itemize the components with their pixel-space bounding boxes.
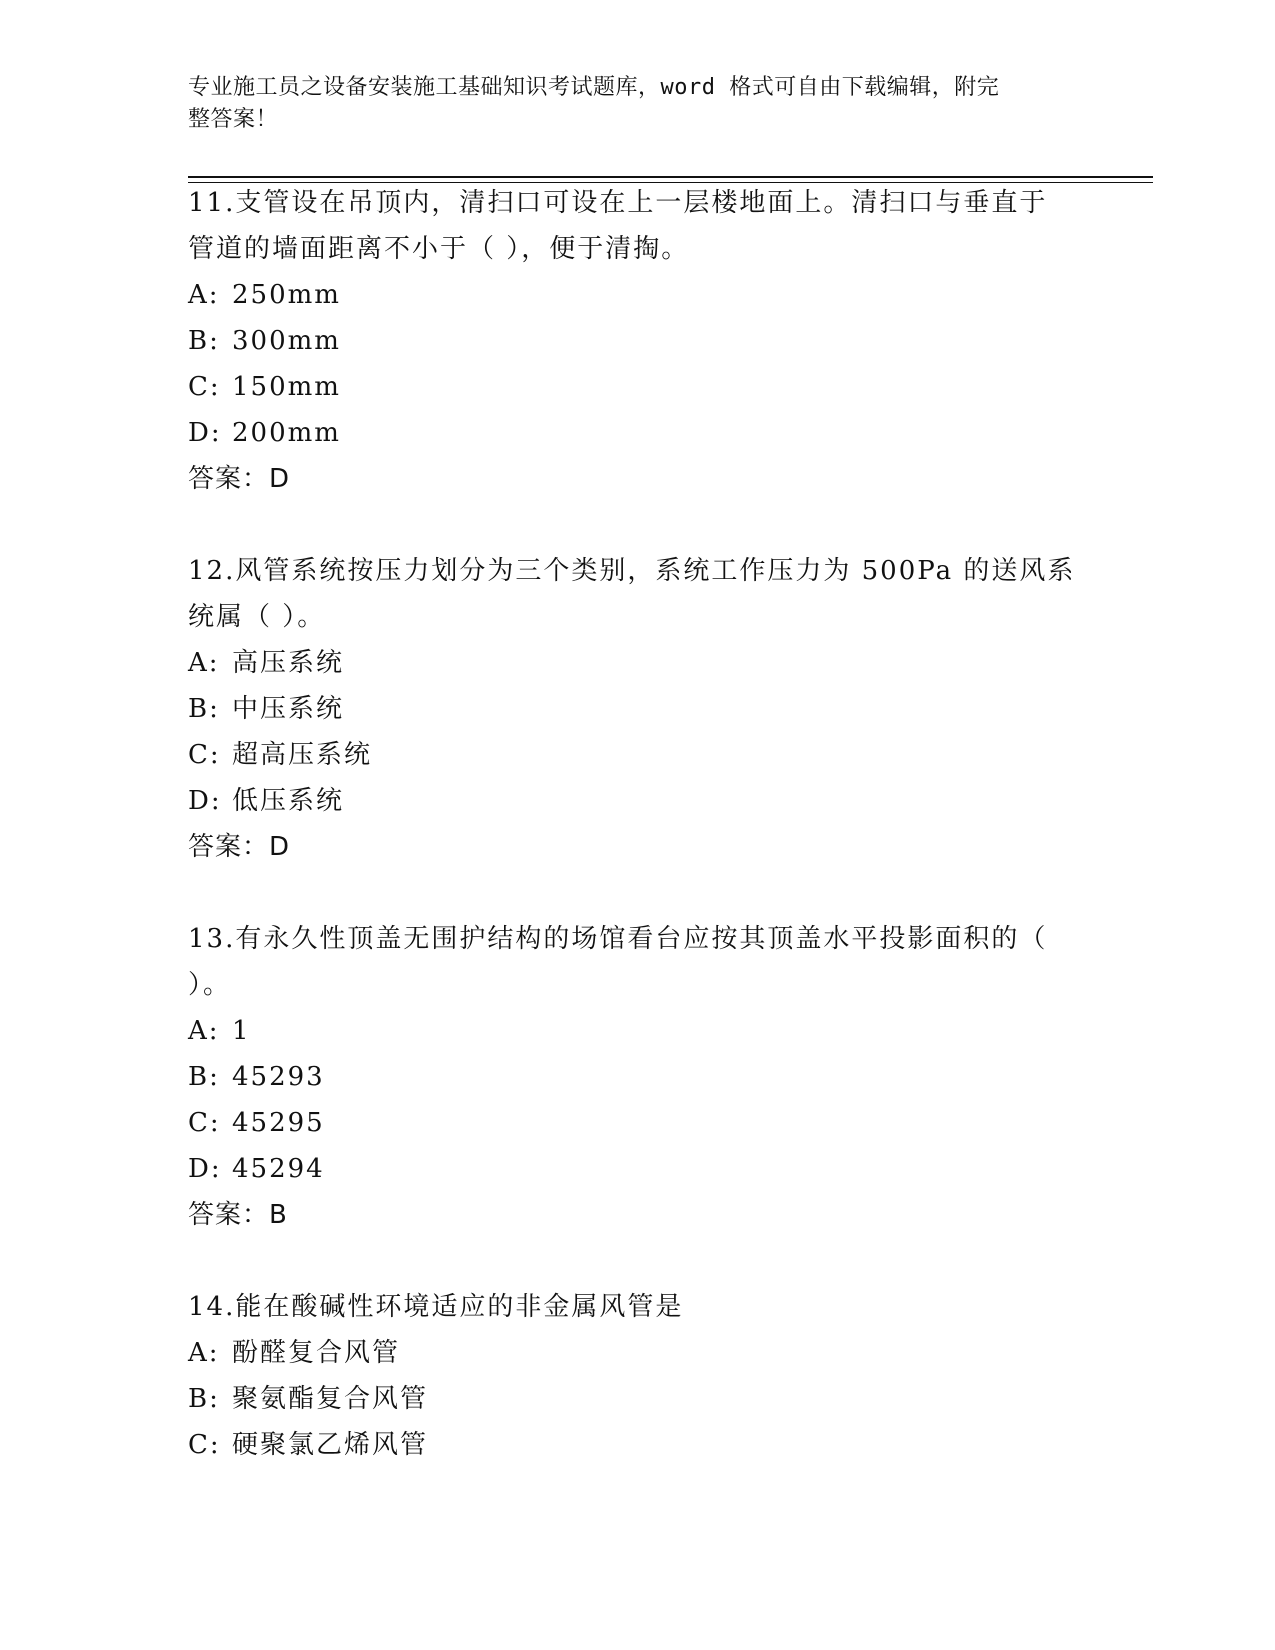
question-stem: 11.支管设在吊顶内，清扫口可设在上一层楼地面上。清扫口与垂直于 — [188, 188, 1048, 218]
option-text: 300mm — [232, 326, 341, 356]
option-text: 中压系统 — [232, 694, 345, 724]
option-key: B: — [188, 326, 220, 356]
header-divider — [188, 176, 1153, 178]
header-line: 整答案！ — [188, 107, 279, 132]
option-a — [188, 272, 1078, 318]
option-text: 聚氨酯复合风管 — [232, 1384, 429, 1414]
question-stem: 14.能在酸碱性环境适应的非金属风管是 — [188, 1292, 684, 1322]
option-c — [188, 364, 1078, 410]
option-text: 1 — [232, 1016, 251, 1046]
question-stem: ）。 — [188, 970, 232, 1000]
option-c — [188, 1422, 1078, 1468]
option-key: A: — [188, 1338, 220, 1368]
option-key: D: — [188, 418, 222, 448]
option-key: D: — [188, 786, 222, 816]
question-stem: 管道的墙面距离不小于（ ），便于清掏。 — [188, 234, 690, 264]
option-c — [188, 732, 1078, 778]
option-text: 250mm — [232, 280, 341, 310]
question-stem: 统属（ ）。 — [188, 602, 326, 632]
option-a — [188, 1330, 1078, 1376]
option-d — [188, 410, 1078, 456]
option-text: 酚醛复合风管 — [232, 1338, 401, 1368]
option-key: C: — [188, 1430, 221, 1460]
answer-line: 答案：D — [188, 464, 291, 494]
question-stem: 12.风管系统按压力划分为三个类别，系统工作压力为 500Pa 的送风系 — [188, 556, 1076, 586]
option-text: 45295 — [232, 1108, 325, 1138]
option-key: A: — [188, 648, 220, 678]
option-b — [188, 318, 1078, 364]
option-text: 超高压系统 — [232, 740, 373, 770]
option-a — [188, 640, 1078, 686]
option-text: 200mm — [232, 418, 341, 448]
option-text: 150mm — [232, 372, 341, 402]
option-text: 硬聚氯乙烯风管 — [232, 1430, 429, 1460]
option-d — [188, 778, 1078, 824]
option-key: A: — [188, 1016, 220, 1046]
question-13 — [188, 916, 1078, 1238]
option-b — [188, 686, 1078, 732]
option-text: 高压系统 — [232, 648, 345, 678]
question-12 — [188, 548, 1078, 870]
option-key: C: — [188, 372, 221, 402]
question-14 — [188, 1284, 1078, 1468]
option-key: C: — [188, 1108, 221, 1138]
question-stem: 13.有永久性顶盖无围护结构的场馆看台应按其顶盖水平投影面积的（ — [188, 924, 1048, 954]
option-key: D: — [188, 1154, 222, 1184]
option-b — [188, 1376, 1078, 1422]
question-11 — [188, 180, 1078, 502]
header-line: 专业施工员之设备安装施工基础知识考试题库，word 格式可自由下载编辑，附完 — [188, 75, 1000, 100]
answer-line: 答案：D — [188, 832, 291, 862]
option-key: A: — [188, 280, 220, 310]
option-d — [188, 1146, 1078, 1192]
option-b — [188, 1054, 1078, 1100]
document-header — [188, 72, 1068, 136]
option-text: 45294 — [232, 1154, 325, 1184]
option-c — [188, 1100, 1078, 1146]
option-key: C: — [188, 740, 221, 770]
option-key: B: — [188, 1062, 220, 1092]
answer-line: 答案：B — [188, 1200, 288, 1230]
option-text: 45293 — [232, 1062, 325, 1092]
option-text: 低压系统 — [232, 786, 345, 816]
option-a — [188, 1008, 1078, 1054]
option-key: B: — [188, 694, 220, 724]
option-key: B: — [188, 1384, 220, 1414]
